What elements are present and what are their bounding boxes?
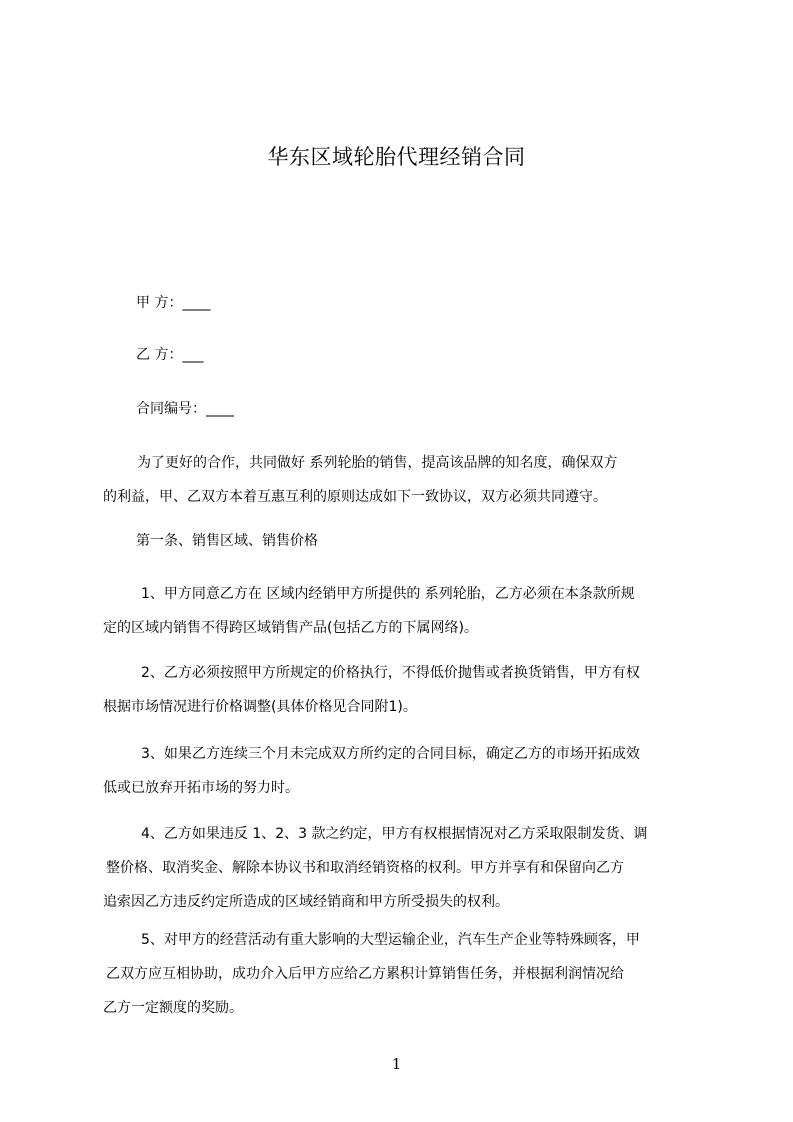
clause-line: 追索因乙方违反约定所造成的区域经销商和甲方所受损失的权利。 bbox=[103, 894, 509, 910]
clause-line: 乙双方应互相协助，成功介入后甲方应给乙方累积计算销售任务，并根据利润情况给 bbox=[106, 966, 624, 982]
clause-line: 5、对甲方的经营活动有重大影响的大型运输企业，汽车生产企业等特殊顾客，甲 bbox=[141, 932, 640, 948]
clause-5 bbox=[103, 923, 713, 1025]
clause-line: 4、乙方如果违反 1、2、3 款之约定，甲方有权根据情况对乙方采取限制发货、调 bbox=[141, 826, 648, 842]
clause-line: 乙方一定额度的奖励。 bbox=[103, 1000, 243, 1016]
article-1-heading: 第一条、销售区域、销售价格 bbox=[136, 533, 318, 549]
contract-number-line: 合同编号：____ bbox=[136, 401, 234, 417]
clause-line: 3、如果乙方连续三个月未完成双方所约定的合同目标，确定乙方的市场开拓成效 bbox=[141, 746, 640, 762]
clause-4 bbox=[103, 817, 713, 919]
clause-1 bbox=[103, 577, 713, 645]
intro-line: 的利益，甲、乙双方本着互惠互利的原则达成如下一致协议，双方必须共同遵守。 bbox=[103, 489, 607, 505]
clause-line: 整价格、取消奖金、解除本协议书和取消经销资格的权利。甲方并享有和保留向乙方 bbox=[106, 860, 624, 876]
document-title: 华东区域轮胎代理经销合同 bbox=[267, 145, 526, 169]
clause-line: 1、甲方同意乙方在 区域内经销甲方所提供的 系列轮胎，乙方必须在本条款所规 bbox=[141, 586, 635, 602]
intro-paragraph bbox=[103, 446, 713, 514]
party-b-line: 乙 方：___ bbox=[136, 347, 204, 363]
party-a-line: 甲 方：____ bbox=[136, 295, 211, 311]
clause-2 bbox=[103, 656, 713, 724]
intro-line: 为了更好的合作，共同做好 系列轮胎的销售，提高该品牌的知名度，确保双方 bbox=[137, 455, 618, 471]
page-number: 1 bbox=[391, 1055, 402, 1073]
clause-line: 定的区域内销售不得跨区域销售产品(包括乙方的下属网络)。 bbox=[103, 620, 478, 636]
clause-line: 低或已放弃开拓市场的努力时。 bbox=[103, 780, 299, 796]
clause-line: 2、乙方必须按照甲方所规定的价格执行，不得低价抛售或者换货销售，甲方有权 bbox=[141, 665, 640, 681]
clause-line: 根据市场情况进行价格调整(具体价格见合同附1)。 bbox=[103, 699, 417, 715]
clause-3 bbox=[103, 737, 713, 805]
